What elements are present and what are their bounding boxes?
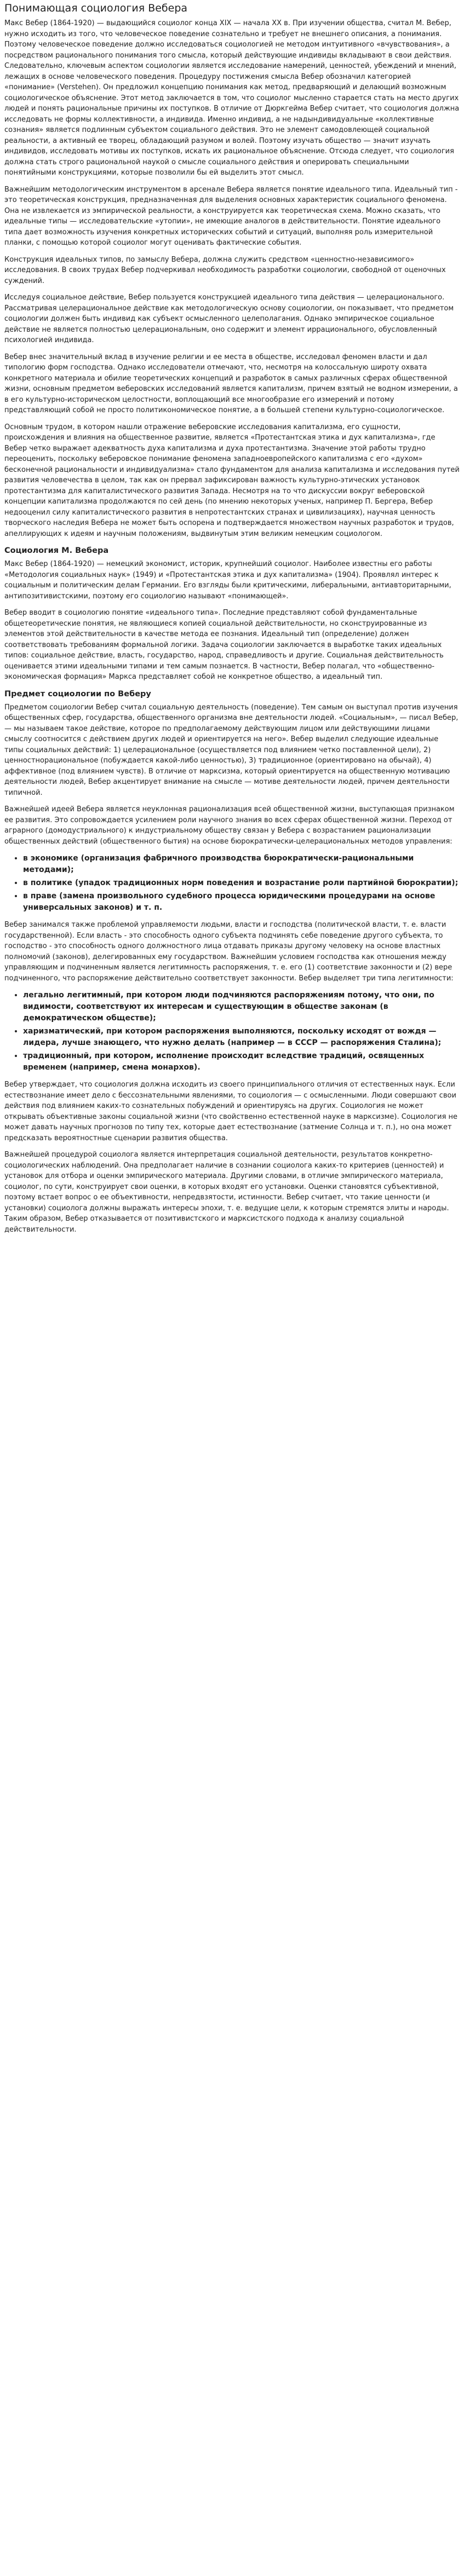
- section-heading-sociology: Социология М. Вебера: [4, 546, 109, 555]
- intro-paragraph-2: Важнейшим методологическим инструментом в арсенале Вебера является понятие идеального типа. Идеальный тип - это теоретическая конструкция, предназначенная для выделения основных характеристик социального феномена. Она не извлекается из эмпирической реальности, а конструируется как теоретическая схема. Можно сказать, что идеальные типы — исследовательские «утопии», не имеющие аналогов в действительности. Понятие идеального типа дает возможность изучения конкретных исторических событий и ситуаций, выполняя роль измерительной планки, с помощью которой социолог могут оценивать фактические события.: [4, 185, 458, 247]
- section-heading-subject: Предмет социологии по Веберу: [4, 689, 151, 698]
- closing-paragraph-1: Вебер утверждает, что социология должна исходить из своего принципиального отличия от естественных наук. Если естествознание имеет дело с бессознательными явлениями, то социология — с осмысленными. Люди совершают свои действия под влиянием каких-то сознательных побуждений и ориентируясь на других. Социология не может открывать объективные законы социальной жизни (что свойственно естественной науке в марксизме). Социология не может давать научных прогнозов по типу тех, которые дает естествознание (затмение Солнца и т. п.), но она может предсказать вероятностные сценарии развития общества.: [4, 1081, 458, 1142]
- rationalization-list: [4, 853, 460, 914]
- legitimacy-list: [4, 990, 460, 1073]
- intro-paragraph-4: Исследуя социальное действие, Вебер пользуется конструкцией идеального типа действия — целерационального. Рассматривая целерациональное действие как методологическую основу социологии, он показывает, что предметом социологии должен быть индивид как субъект осмысленного целеполагания. Однако эмпирическое социальное действие не является полностью целерациональным, оно содержит и элемент иррационального, обусловленный психологией индивида.: [4, 293, 454, 344]
- intro-paragraph-6: Основным трудом, в котором нашли отражение веберовские исследования капитализма, его сущности, происхождения и влияния на общественное развитие, является «Протестантская этика и дух капитализма», где Вебер четко выражает адекватность духа капитализма и духа протестантизма. Значение этой работы трудно переоценить, поскольку веберовское понимание феномена западноевропейского капитализма с его «духом» бесконечной рациональности и индивидуализма» стало фундаментом для анализа капитализма и исследования путей развития человечества в целом, так как он прервал зафиксирован важность культурно-этических установок протестантизма для капиталистического развития Запада. Несмотря на то что дискуссии вокруг веберовской концепции капитализма продолжаются по сей день (по мнению некоторых ученых, например П. Бергера, Вебер недооценил силу капиталистического развития в непротестантских странах и цивилизациях), научная ценность творческого наследия Вебера не может быть оспорена и подтверждается множеством научных разработок и трудов, апеллирующих к идеям и научным положениям, выдвинутым этим великим немецким социологом.: [4, 423, 460, 538]
- intro-paragraph-5: Вебер внес значительный вклад в изучение религии и ее места в обществе, исследовал феномен власти и дал типологию форм господства. Однако исследователи отмечают, что, несмотря на колоссальную широту охвата конкретного материала и обилие теоретических концепций и разработок в самых различных сферах общественной жизни, основным предметом веберовских исследований является капитализм, причем взятый не водном измерении, а в его культурно-историческом целостности, воплощающий все многообразие его измерений и потому представляющий собой не просто политикономическое понятие, а в большей степени культурно-социологическое.: [4, 353, 458, 414]
- list-item: • традиционный, при котором, исполнение происходит вследствие традиций, освященных временем (например, смена монархов).: [23, 1050, 460, 1073]
- intro-paragraph-1: Макс Вебер (1864-1920) — выдающийся социолог конца XIX — начала XX в. При изучении общества, считал М. Вебер, нужно исходить из того, что человеческое поведение сознательно и требует не внешнего описания, а понимания. Поэтому человеческое поведение должно исследоваться социологией не методом интуитивного «вчувствования», а посредством рационального понимания того смысла, который действующие индивиды вкладывают в свои действия. Следовательно, ключевым аспектом социологии является исследование намерений, ценностей, убеждений и мнений, лежащих в основе человеческого поведения. Процедуру постижения смысла Вебер обозначил категорией «понимание» (Verstehen). Он предложил концепцию понимания как метод, предваряющий и делающий возможным социологическое объяснение. Этот метод заключается в том, что социолог мысленно старается стать на место других людей и понять рациональные причины их поступков. В отличие от Дюркгейма Вебер считает, что социология должна исследовать не формы коллективности, а индивида. Именно индивид, а не надындивидуальные «коллективные сознания» является подлинным субъектом социального действия. Это не элемент самодовлеющей социальной реальности, а активный ее творец, обладающий разумом и волей. Поэтому изучать общество — значит изучать индивидов, исследовать мотивы их поступков, искать их рациональное объяснение. Отсюда следует, что социология должна стать строго рациональной наукой о смысле социального действия и оперировать специальными понятийными конструкциями, которые позволили бы ей выделить этот смысл.: [4, 19, 460, 177]
- list-item: • в праве (замена произвольного судебного процесса юридическими процедурами на основе универсальных законов) и т. п.: [23, 891, 460, 914]
- subject-paragraph-1: Предметом социологии Вебер считал социальную деятельность (поведение). Тем самым он выступал против изучения общественных сфер, государства, общественного организма вне деятельности людей. «Социальным», — писал Вебер, — мы называем такое действие, которое по предполагаемому действующим лицом или действующими лицами смыслу соотносится с действием других людей и ориентируется на него». Вебер выделил следующие идеальные типы социальных действий: 1) целерациональное (осуществляется под влиянием четко поставленной цели), 2) ценностнорациональное (побуждается какой-либо ценностью), 3) традиционное (ориентировано на обычай), 4) аффективное (под влиянием чувств). В отличие от марксизма, который ориентируется на общественную мотивацию деятельности людей, Вебер акцентирует внимание на смысле — мотиве деятельности людей, причем деятельности типичной.: [4, 703, 459, 797]
- subject-paragraph-2: Важнейшей идеей Вебера является неуклонная рационализация всей общественной жизни, выступающая признаком ее развития. Это сопровождается усилением роли научного знания во всех сферах общественной жизни. Переход от аграрного (домодустриального) к индустриальному обществу связан у Вебера с возрастанием рационализации общественных действий (общественного бытия) на основе бюрократически-целерациональных методов управления:: [4, 805, 455, 846]
- intro-paragraph-3: Конструкция идеальных типов, по замыслу Вебера, должна служить средством «ценностно-независимого» исследования. В своих трудах Вебер подчеркивал необходимость разработки социологии, свободной от оценочных суждений.: [4, 255, 446, 285]
- list-item: • харизматический, при котором распоряжения выполняются, поскольку исходят от вождя — лидера, лучше знающего, что нужно делать (например — в СССР — распоряжения Сталина);: [23, 1026, 460, 1049]
- list-item: • в экономике (организация фабричного производства бюрократически-рациональными методами);: [23, 853, 460, 876]
- closing-paragraph-2: Важнейшей процедурой социолога является интерпретация социальной деятельности, результатов конкретно-социологических наблюдений. Она предполагает наличие в сознании социолога каких-то критериев (ценностей) и установок для отбора и оценки эмпирического материала. Другими словами, в отличие эмпирического материала, социолог, по сути, конструирует свои оценки, в которых входят его установки. Оценки становятся субъективной, поэтому встает вопрос о ее объективности, непредвзятости, истинности. Вебер считает, что такие ценности (и установки) социолога должны выражать интересы эпохи, т. е. ведущие цели, к которым стремятся элиты и народы. Таким образом, Вебер отказывается от позитивистского и марксистского подхода к анализу социальной действительности.: [4, 1151, 449, 1234]
- list-item: • в политике (упадок традиционных норм поведения и возрастание роли партийной бюрократии);: [23, 877, 460, 889]
- sociology-paragraph-1: Макс Вебер (1864-1920) — немецкий экономист, историк, крупнейший социолог. Наиболее известны его работы «Методология социальных наук» (1949) и «Протестантская этика и дух капитализма» (1904). Проявлял интерес к социальным и политическим делам Германии. Его взгляды были критическими, либеральными, антиавторитарными, антипозитивистскими, поэтому его социологию называют «понимающей».: [4, 560, 451, 600]
- page-title: Понимающая социология Вебера: [4, 2, 188, 14]
- list-item: • легально легитимный, при котором люди подчиняются распоряжениям потому, что они, по видимости, соответствуют их интересам и существующим в обществе законам (в демократическом обществе);: [23, 990, 460, 1024]
- power-paragraph: Вебер занимался также проблемой управляемости людьми, власти и господства (политической власти, т. е. власти государственной). Если власть - это способность одного субъекта подчинять себе поведение другого субъекта, то господство - это способность одного должностного лица отдавать приказы другому человеку на основе властных полномочий (законов), делегированных ему государством. Важнейшим условием господства как отношения между управляющим и подчиненным является легитимность распоряжения, т. е. его (1) соответствие законности и (2) вере подчиненного, что распоряжение действительно соответствует законности. Вебер выделяет три типа легитимности:: [4, 921, 454, 983]
- article: [0, 0, 464, 1235]
- sociology-paragraph-2: Вебер вводит в социологию понятие «идеального типа». Последние представляют собой фундаментальные общетеоретические понятия, не являющиеся копией социальной действительности, но сконструированные из элементов этой действительности в качестве метода ее познания. Идеальный тип (определение) должен соответствовать требованиям формальной логики. Задача социологии заключается в выработке таких идеальных типов: социальное действие, власть, государство, народ, справедливость и другие. Социальная действительность оценивается этими идеальными типами и тем самым познается. В частности, Вебер полагал, что «общественно-экономическая формация» Маркса представляет собой не конкретное общество, а идеальный тип.: [4, 609, 444, 681]
